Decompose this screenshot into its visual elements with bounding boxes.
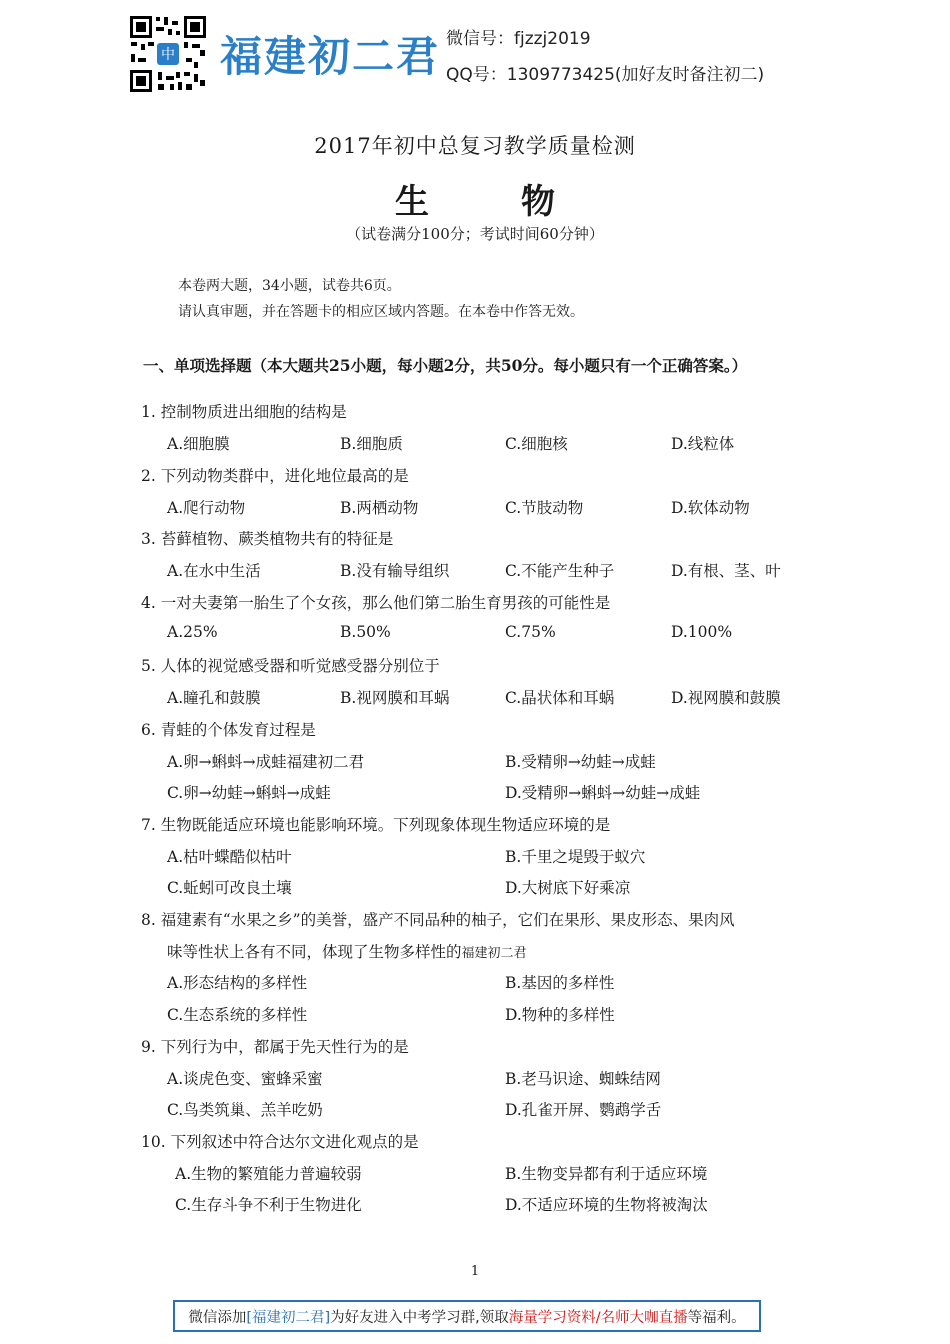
question-stem-continued [167, 940, 527, 962]
option: B.50% [340, 623, 391, 641]
question-stem: 5. 人体的视觉感受器和听觉感受器分别位于 [141, 657, 440, 675]
subject-char-2: 物 [521, 182, 555, 222]
option: B.两栖动物 [340, 499, 419, 517]
option: D.大树底下好乘凉 [505, 879, 631, 897]
option: D.有根、茎、叶 [671, 562, 781, 580]
qq-number: QQ号：1309773425(加好友时备注初二) [446, 65, 765, 85]
question-stem: 8. 福建素有“水果之乡”的美誉，盛产不同品种的柚子，它们在果形、果皮形态、果肉风 [141, 911, 735, 929]
qr-center-char: 中 [161, 47, 175, 63]
question-stem: 2. 下列动物类群中，进化地位最高的是 [141, 467, 409, 485]
option: D.视网膜和鼓膜 [671, 689, 781, 707]
exam-meta: （试卷满分100分；考试时间60分钟） [346, 225, 604, 243]
footer-highlight: 海量学习资料/名师大咖直播 [508, 1309, 688, 1326]
option: C.卵→幼蛙→蝌蚪→成蛙 [167, 784, 331, 802]
option: A.瞳孔和鼓膜 [167, 689, 261, 707]
subject-title [0, 174, 950, 223]
section-title: 一、单项选择题（本大题共25小题，每小题2分，共50分。每小题只有一个正确答案。） [143, 356, 748, 375]
option: D.100% [671, 623, 733, 641]
brand-title: 福建初二君 [220, 32, 441, 81]
stem-text: 味等性状上各有不同，体现了生物多样性的 [167, 943, 462, 961]
option: C.75% [505, 623, 556, 641]
option: A.在水中生活 [167, 562, 261, 580]
option: D.不适应环境的生物将被淘汰 [505, 1196, 708, 1214]
option: B.生物变异都有利于适应环境 [505, 1165, 708, 1183]
option: B.没有输导组织 [340, 562, 450, 580]
footer-banner [173, 1300, 761, 1332]
option: A.谈虎色变、蜜蜂采蜜 [167, 1070, 323, 1088]
question-stem: 6. 青蛙的个体发育过程是 [141, 721, 316, 739]
option: C.节肢动物 [505, 499, 584, 517]
question-stem: 4. 一对夫妻第一胎生了个女孩，那么他们第二胎生育男孩的可能性是 [141, 594, 611, 612]
watermark-tag: 福建初二君 [461, 946, 527, 961]
footer-text: 微信添加 [188, 1309, 247, 1326]
option: B.千里之堤毁于蚁穴 [505, 848, 646, 866]
qr-code-icon [128, 14, 208, 94]
question-stem: 1. 控制物质进出细胞的结构是 [141, 403, 347, 421]
option: A.枯叶蝶酷似枯叶 [167, 848, 292, 866]
option: A.细胞膜 [167, 435, 230, 453]
option: B.基因的多样性 [505, 974, 615, 992]
exam-title: 2017年初中总复习教学质量检测 [314, 134, 636, 158]
question-stem: 10. 下列叙述中符合达尔文进化观点的是 [141, 1133, 419, 1151]
option: D.受精卵→蝌蚪→幼蛙→成蛙 [505, 784, 701, 802]
footer-text: 等福利。 [687, 1309, 746, 1326]
option: C.蚯蚓可改良土壤 [167, 879, 292, 897]
footer-text: 为好友进入中考学习群,领取 [330, 1309, 509, 1326]
page-number: 1 [470, 1264, 480, 1279]
question-stem: 3. 苔藓植物、蕨类植物共有的特征是 [141, 530, 394, 548]
footer-brand-link[interactable]: [福建初二君] [246, 1309, 331, 1326]
option: B.受精卵→幼蛙→成蛙 [505, 753, 656, 771]
option: D.物种的多样性 [505, 1006, 615, 1024]
option: B.视网膜和耳蜗 [340, 689, 450, 707]
option: C.细胞核 [505, 435, 568, 453]
question-stem: 9. 下列行为中，都属于先天性行为的是 [141, 1038, 409, 1056]
option: D.软体动物 [671, 499, 750, 517]
option: A.卵→蝌蚪→成蛙福建初二君 [167, 753, 365, 771]
option: C.晶状体和耳蜗 [505, 689, 615, 707]
option: C.不能产生种子 [505, 562, 615, 580]
intro-line: 请认真审题，并在答题卡的相应区域内答题。在本卷中作答无效。 [178, 304, 584, 320]
option: A.25% [167, 623, 218, 641]
subject-char-1: 生 [395, 182, 429, 222]
option: C.生存斗争不利于生物进化 [175, 1196, 362, 1214]
question-stem: 7. 生物既能适应环境也能影响环境。下列现象体现生物适应环境的是 [141, 816, 611, 834]
option: C.鸟类筑巢、羔羊吃奶 [167, 1101, 323, 1119]
option: D.线粒体 [671, 435, 735, 453]
option: A.形态结构的多样性 [167, 974, 308, 992]
option: A.爬行动物 [167, 499, 246, 517]
option: A.生物的繁殖能力普遍较弱 [175, 1165, 362, 1183]
intro-line: 本卷两大题，34小题，试卷共6页。 [178, 278, 401, 294]
option: B.老马识途、蜘蛛结网 [505, 1070, 661, 1088]
option: D.孔雀开屏、鹦鹉学舌 [505, 1101, 662, 1119]
wechat-id: 微信号：fjzzj2019 [446, 29, 591, 49]
option: B.细胞质 [340, 435, 403, 453]
option: C.生态系统的多样性 [167, 1006, 308, 1024]
